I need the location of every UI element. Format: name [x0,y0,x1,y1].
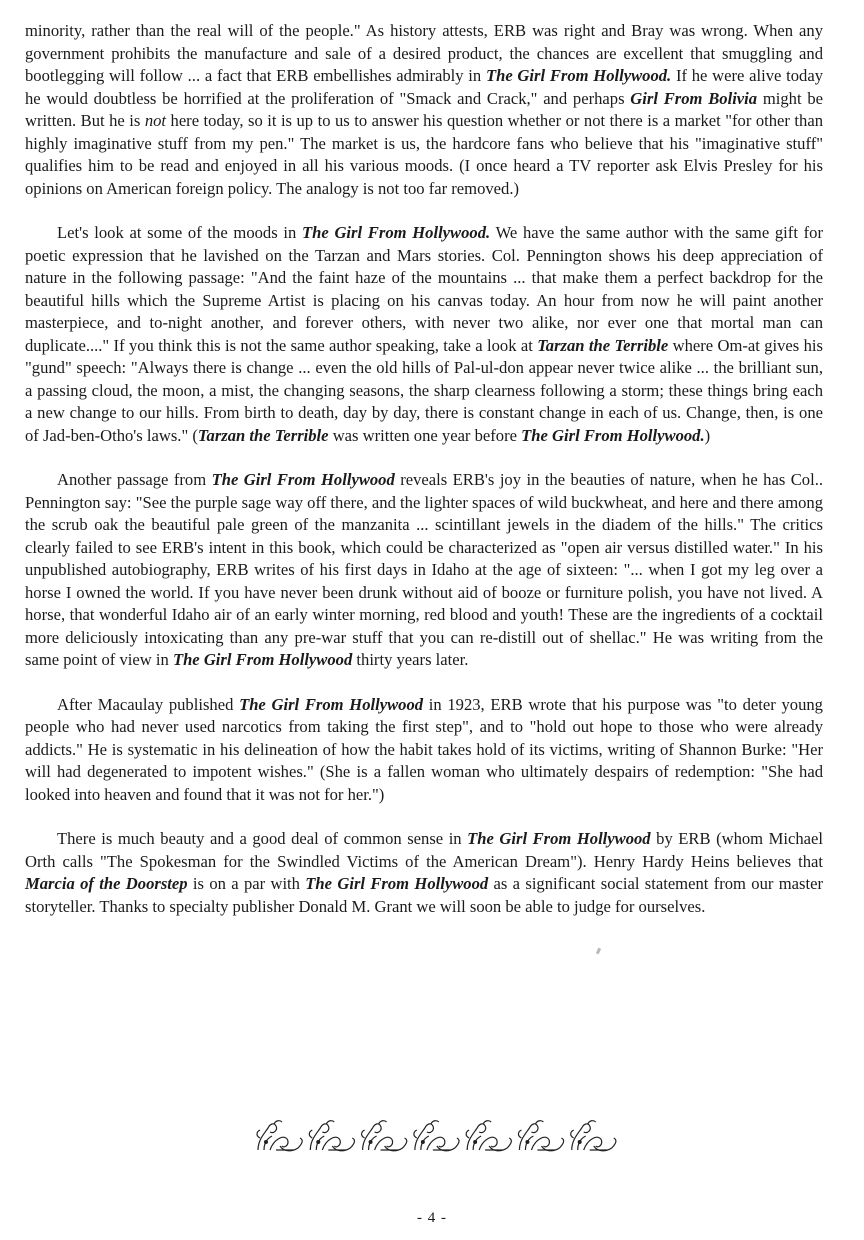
paragraph-text: There is much beauty and a good deal of common sense in [57,829,468,848]
book-title: The Girl From Hollywood. [521,425,705,445]
book-title-wrapper [302,223,490,242]
book-title-wrapper [173,650,352,669]
paragraph-text: After Macaulay published [57,694,240,714]
paragraph-text: reveals ERB's joy in the beauties of nature, when he has Col.. Pennington say: "See the purple sage way off there, and the lighter spaces of wild buckwheat, and here and there among the scrub oak the beautiful pale green of the manzanita ... scintillant jewels in the diadem of the hills." The critics clearly failed to see ERB's intent in this book, which could be characterized as "open air versus distilled water." In his unpublished autobiography, ERB writes of his first days in Idaho at the age of sixteen: "... when I got my leg over a horse I owned the world. If you have never been drunk without aid of booze or furniture polish, you have not lived. A horse, that wonderful Idaho air of an early winter morning, red blood and youth! These are the ingredients of a cocktail more deliciously intoxicating than any pre-war stuff that you can re-distill out of shellac." He was writing from the same point of view in [25,470,823,669]
paragraph-text: here today, so it is up to us to answer his question whether or not there is a market "for other than highly imaginative stuff from my pen." The market is us, the hardcore fans who believe that his "imaginative stuff" qualifies him to be read and enjoyed in all his various moods. (I once heard a TV reporter ask Elvis Presley for his opinions on American foreign policy. The analogy is not too far removed.) [25,111,823,198]
book-title: The Girl From Hollywood [305,874,489,893]
paragraph-text: thirty years later. [352,650,469,669]
ornament-unit [309,1121,354,1151]
book-title: The Girl From Hollywood [467,829,651,848]
book-title-wrapper [198,426,329,445]
book-title-wrapper [239,695,423,714]
paragraph-text: might be written. But he is [25,88,824,130]
scroll-flourish-ornament-icon [254,1116,620,1156]
paragraph-text: where Om-at gives his "gund" speech: "Always there is change ... even the old hills of Pal-ul-don appear never twice alike ... the brilliant sun, a passing cloud, the moon, a mist, the changing seasons, the sharp clearness following a storm; these things bring each a new change to our hills. From birth to death, day by day, there is constant change in each of us. Change, then, is one of Jad-ben-Otho's laws." ( [25,335,823,445]
paragraph-text: by ERB (whom Michael Orth calls "The Spokesman for the Swindled Victims of the American Dream"). Henry Hardy Heins believes that [25,829,823,871]
paragraph-3 [25,469,823,672]
paragraph-text: Another passage from [57,470,212,489]
ornament-unit [362,1121,407,1151]
book-title: Tarzan the Terrible [537,335,669,355]
book-title: The Girl From Hollywood. [485,66,672,85]
book-title: Tarzan the Terrible [197,425,329,445]
book-title: The Girl From Hollywood [211,470,395,489]
emphasis-text: not [144,111,167,130]
ornament-unit [466,1121,511,1151]
paragraph-text: Let's look at some of the moods in [57,223,302,242]
stray-mark [596,948,601,955]
book-title-wrapper [486,66,671,85]
paragraph-text: If he were alive today he would doubtless be horrified at the proliferation of "Smack and Crack," and perhaps [25,66,823,108]
paragraph-text: as a significant social statement from our master storyteller. Thanks to specialty publisher Donald M. Grant we will soon be able to judge for ourselves. [25,874,823,916]
book-title: The Girl From Hollywood [172,650,353,669]
book-title: The Girl From Hollywood. [302,223,491,242]
paragraph-text: was written one year before [328,425,522,445]
book-title-wrapper [521,426,704,445]
book-title-wrapper [467,829,650,848]
paragraph-text: is on a par with [187,874,306,893]
ornament-unit [571,1121,616,1151]
paragraph-2 [25,222,823,447]
page-number: - 4 - [417,1210,447,1226]
book-title-wrapper [212,470,395,489]
book-title-wrapper [630,89,757,108]
book-title: Marcia of the Doorstep [25,874,188,893]
paragraph-text: ) [704,425,711,445]
paragraph-5 [25,828,823,918]
paragraph-4 [25,694,823,807]
book-title-wrapper [537,336,668,355]
book-title-wrapper [25,874,188,893]
paragraph-1 [25,20,823,200]
book-title: Girl From Bolivia [630,88,758,108]
book-title: The Girl From Hollywood [239,694,424,714]
article-body [25,20,823,940]
paragraph-text: minority, rather than the real will of the people." As history attests, ERB was right and Bray was wrong. When any government prohibits the manufacture and sale of a desired product, the chances are excellent that smuggling and bootlegging will follow ... a fact that ERB embellishes admirably in [25,21,823,85]
book-title-wrapper [305,874,488,893]
paragraph-text: in 1923, ERB wrote that his purpose was "to deter young people who had never used narcotics from taking the first step", and to "hold out hope to those who were already addicts." He is systematic in his delineation of how the habit takes hold of its victims, writing of Shannon Burke: "Her will had degenerated to impotent wishes." (She is a fallen woman who ultimately despairs of redemption: "She had looked into heaven and found that it was not for her.") [25,694,823,804]
ornament-unit [257,1121,302,1151]
ornament-unit [518,1121,563,1151]
ornament-unit [414,1121,459,1151]
paragraph-text: We have the same author with the same gift for poetic expression that he lavished on the Tarzan and Mars stories. Col. Pennington shows his deep appreciation of nature in the following passage: "And the faint haze of the mountains ... that make them a perfect backdrop for the beautiful hills which the Supreme Artist is placing on his canvas today. An hour from now he will paint another masterpiece, and to-night another, and forever others, with never two alike, nor ever one that mortal man can duplicate...." If you think this is not the same author speaking, take a look at [25,223,823,355]
